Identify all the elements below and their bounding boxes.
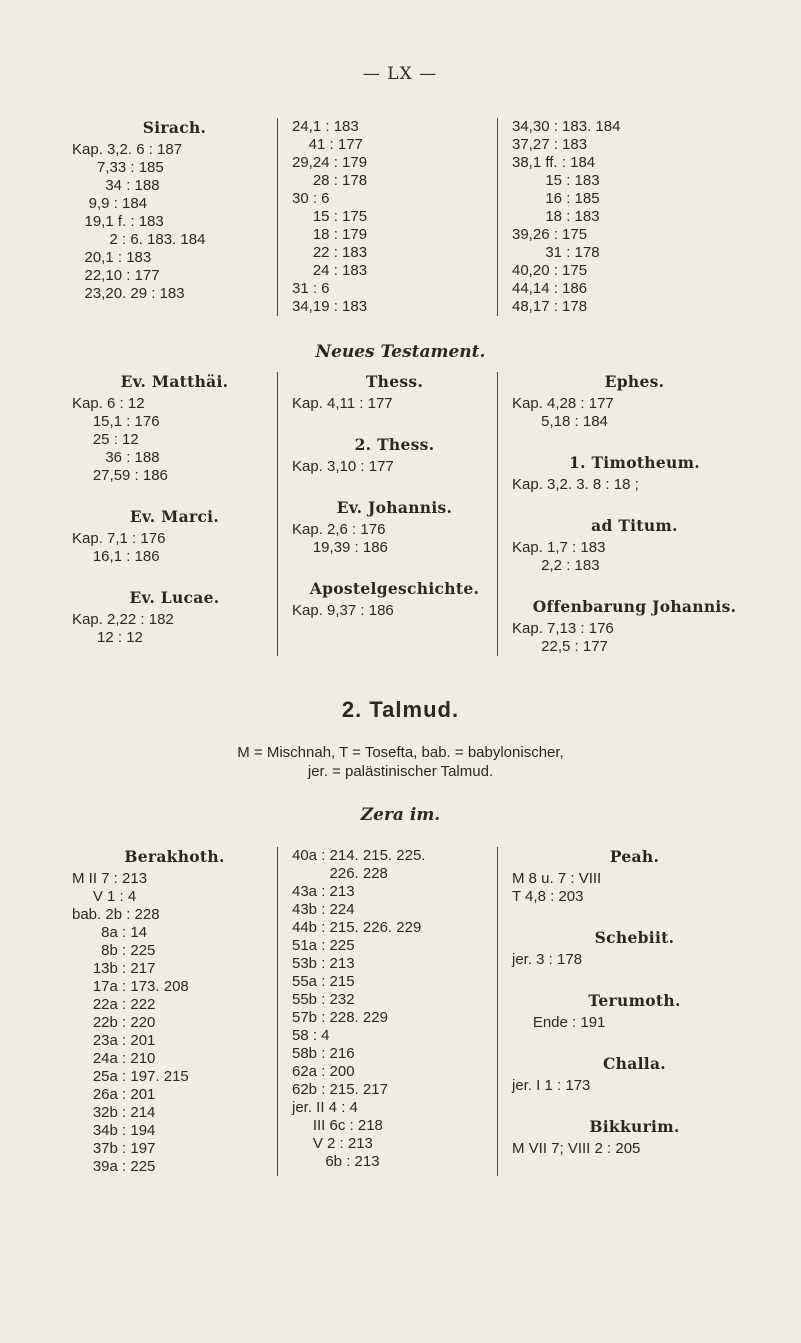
index-line: 31 : 178	[512, 244, 600, 261]
index-group	[292, 372, 497, 413]
group-title: 2. Thess.	[354, 435, 435, 454]
index-line: Kap. 4,28 : 177	[512, 395, 614, 412]
sirach-col-3	[497, 118, 757, 316]
talmud-col-2	[277, 847, 497, 1176]
talmud-col-1-lines	[72, 870, 277, 1176]
index-line: 29,24 : 179	[292, 154, 368, 171]
index-line: 34 : 188	[72, 177, 160, 194]
index-line: 226. 228	[292, 865, 388, 882]
index-line: M II 7 : 213	[72, 870, 148, 887]
index-line: V 2 : 213	[292, 1135, 373, 1152]
index-line: 22 : 183	[292, 244, 368, 261]
group-title: Offenbarung Johannis.	[532, 597, 737, 616]
index-line: 38,1 ff. : 184	[512, 154, 596, 171]
index-line: Kap. 1,7 : 183	[512, 539, 606, 556]
index-group	[512, 516, 757, 575]
group-title: Apostelgeschichte.	[309, 579, 480, 598]
index-line: 48,17 : 178	[512, 298, 588, 315]
zeraim-heading: Zera im.	[360, 805, 441, 825]
index-line: 53b : 213	[292, 955, 355, 972]
index-group	[512, 1054, 757, 1095]
sirach-col-2	[277, 118, 497, 316]
index-group	[72, 588, 277, 647]
index-line: Kap. 3,10 : 177	[292, 458, 394, 475]
index-line: 40,20 : 175	[512, 262, 588, 279]
index-line: 62a : 200	[292, 1063, 355, 1080]
talmud-col-1	[72, 847, 277, 1176]
index-line: 13b : 217	[72, 960, 156, 977]
index-line: 58 : 4	[292, 1027, 330, 1044]
index-line: 20,1 : 183	[72, 249, 152, 266]
sirach-col-1	[72, 118, 277, 316]
index-group	[512, 597, 757, 656]
index-line: 28 : 178	[292, 172, 368, 189]
group-title: Ev. Matthäi.	[120, 372, 229, 391]
index-line: 62b : 215. 217	[292, 1081, 388, 1098]
group-title: Ev. Marci.	[129, 507, 220, 526]
index-group	[72, 372, 277, 485]
index-line: 15 : 183	[512, 172, 600, 189]
index-line: 17a : 173. 208	[72, 978, 189, 995]
index-line: 19,39 : 186	[292, 539, 388, 556]
talmud-section	[0, 847, 801, 1176]
index-group	[512, 991, 757, 1032]
index-line: Kap. 2,6 : 176	[292, 521, 386, 538]
index-line: 25 : 12	[72, 431, 139, 448]
index-line: 16 : 185	[512, 190, 600, 207]
index-line: 55b : 232	[292, 991, 355, 1008]
index-line: 43a : 213	[292, 883, 355, 900]
index-line: 39,26 : 175	[512, 226, 588, 243]
index-line: 8b : 225	[72, 942, 156, 959]
index-line: 2 : 6. 183. 184	[72, 231, 206, 248]
index-line: 12 : 12	[72, 629, 143, 646]
sirach-col-3-lines	[512, 118, 757, 316]
index-line: 44,14 : 186	[512, 280, 588, 297]
index-line: 15,1 : 176	[72, 413, 160, 430]
index-line: 37b : 197	[72, 1140, 156, 1157]
index-line: Kap. 3,2. 6 : 187	[72, 141, 183, 158]
index-line: M 8 u. 7 : VIII	[512, 870, 602, 887]
index-group	[512, 1117, 757, 1158]
index-line: 41 : 177	[292, 136, 363, 153]
index-line: 2,2 : 183	[512, 557, 600, 574]
index-line: 36 : 188	[72, 449, 160, 466]
sirach-col-1-lines	[72, 141, 277, 303]
index-line: 44b : 215. 226. 229	[292, 919, 422, 936]
index-line: V 1 : 4	[72, 888, 137, 905]
index-group	[512, 372, 757, 431]
index-line: Kap. 7,13 : 176	[512, 620, 614, 637]
talmud-col-2-lines	[292, 847, 497, 1171]
group-title: Ephes.	[604, 372, 665, 391]
index-line: 25a : 197. 215	[72, 1068, 189, 1085]
nt-section	[0, 372, 801, 656]
index-group	[292, 498, 497, 557]
index-line: 31 : 6	[292, 280, 330, 297]
index-line: 34,19 : 183	[292, 298, 368, 315]
index-group	[292, 435, 497, 476]
index-line: 39a : 225	[72, 1158, 156, 1175]
sirach-col-2-lines	[292, 118, 497, 316]
nt-col-2	[277, 372, 497, 656]
nt-col-3	[497, 372, 757, 656]
index-line: 6b : 213	[292, 1153, 380, 1170]
index-line: 22a : 222	[72, 996, 156, 1013]
index-group	[512, 453, 757, 494]
index-line: 23a : 201	[72, 1032, 156, 1049]
index-line: Kap. 6 : 12	[72, 395, 145, 412]
index-line: 34b : 194	[72, 1122, 156, 1139]
index-line: T 4,8 : 203	[512, 888, 584, 905]
index-line: 16,1 : 186	[72, 548, 160, 565]
group-title: Thess.	[365, 372, 424, 391]
talmud-col-3	[497, 847, 757, 1176]
index-line: 18 : 179	[292, 226, 368, 243]
index-line: 22b : 220	[72, 1014, 156, 1031]
berakhoth-title: Berakhoth.	[124, 847, 225, 866]
index-line: jer. 3 : 178	[512, 951, 583, 968]
index-line: 43b : 224	[292, 901, 355, 918]
index-line: Kap. 7,1 : 176	[72, 530, 166, 547]
index-line: 58b : 216	[292, 1045, 355, 1062]
group-title: Ev. Lucae.	[129, 588, 220, 607]
index-line: M VII 7; VIII 2 : 205	[512, 1140, 641, 1157]
index-line: 37,27 : 183	[512, 136, 588, 153]
index-line: 24a : 210	[72, 1050, 156, 1067]
index-line: Kap. 2,22 : 182	[72, 611, 174, 628]
index-line: 15 : 175	[292, 208, 368, 225]
group-title: ad Titum.	[591, 516, 678, 535]
group-title: Ev. Johannis.	[336, 498, 453, 517]
index-line: 24,1 : 183	[292, 118, 359, 135]
index-line: 34,30 : 183. 184	[512, 118, 621, 135]
index-line: 5,18 : 184	[512, 413, 608, 430]
index-line: Kap. 9,37 : 186	[292, 602, 394, 619]
page-header: — LX —	[362, 64, 438, 84]
index-line: III 6c : 218	[292, 1117, 383, 1134]
group-title: Challa.	[603, 1054, 666, 1073]
index-line: jer. II 4 : 4	[292, 1099, 358, 1116]
group-title: Terumoth.	[588, 991, 681, 1010]
index-line: 30 : 6	[292, 190, 330, 207]
index-line: 32b : 214	[72, 1104, 156, 1121]
index-line: Kap. 3,2. 3. 8 : 18 ;	[512, 476, 639, 493]
group-title: Schebiit.	[594, 928, 675, 947]
index-line: 7,33 : 185	[72, 159, 164, 176]
group-title: 1. Timotheum.	[569, 453, 700, 472]
index-line: 18 : 183	[512, 208, 600, 225]
index-line: 23,20. 29 : 183	[72, 285, 185, 302]
legend-line-2: jer. = palästinischer Talmud.	[307, 763, 494, 780]
index-line: 8a : 14	[72, 924, 148, 941]
index-group	[292, 579, 497, 620]
group-title: Bikkurim.	[589, 1117, 680, 1136]
index-line: Kap. 4,11 : 177	[292, 395, 393, 412]
index-line: 19,1 f. : 183	[72, 213, 164, 230]
nt-col-1	[72, 372, 277, 656]
sirach-section	[0, 118, 801, 316]
index-group	[512, 928, 757, 969]
index-line: jer. I 1 : 173	[512, 1077, 591, 1094]
index-line: 40a : 214. 215. 225.	[292, 847, 426, 864]
index-line: 57b : 228. 229	[292, 1009, 388, 1026]
index-line: 26a : 201	[72, 1086, 156, 1103]
index-line: 51a : 225	[292, 937, 355, 954]
index-line: 24 : 183	[292, 262, 368, 279]
index-line: 27,59 : 186	[72, 467, 168, 484]
legend-line-1: M = Mischnah, T = Tosefta, bab. = babylonischer,	[237, 744, 564, 761]
index-line: 55a : 215	[292, 973, 355, 990]
index-line: 22,5 : 177	[512, 638, 608, 655]
index-line: 22,10 : 177	[72, 267, 160, 284]
index-line: Ende : 191	[512, 1014, 606, 1031]
index-line: bab. 2b : 228	[72, 906, 160, 923]
sirach-title: Sirach.	[142, 118, 207, 137]
nt-heading: Neues Testament.	[315, 342, 486, 362]
index-group	[72, 507, 277, 566]
talmud-title: 2. Talmud.	[341, 697, 460, 722]
index-group	[512, 847, 757, 906]
group-title: Peah.	[609, 847, 660, 866]
index-line: 9,9 : 184	[72, 195, 148, 212]
